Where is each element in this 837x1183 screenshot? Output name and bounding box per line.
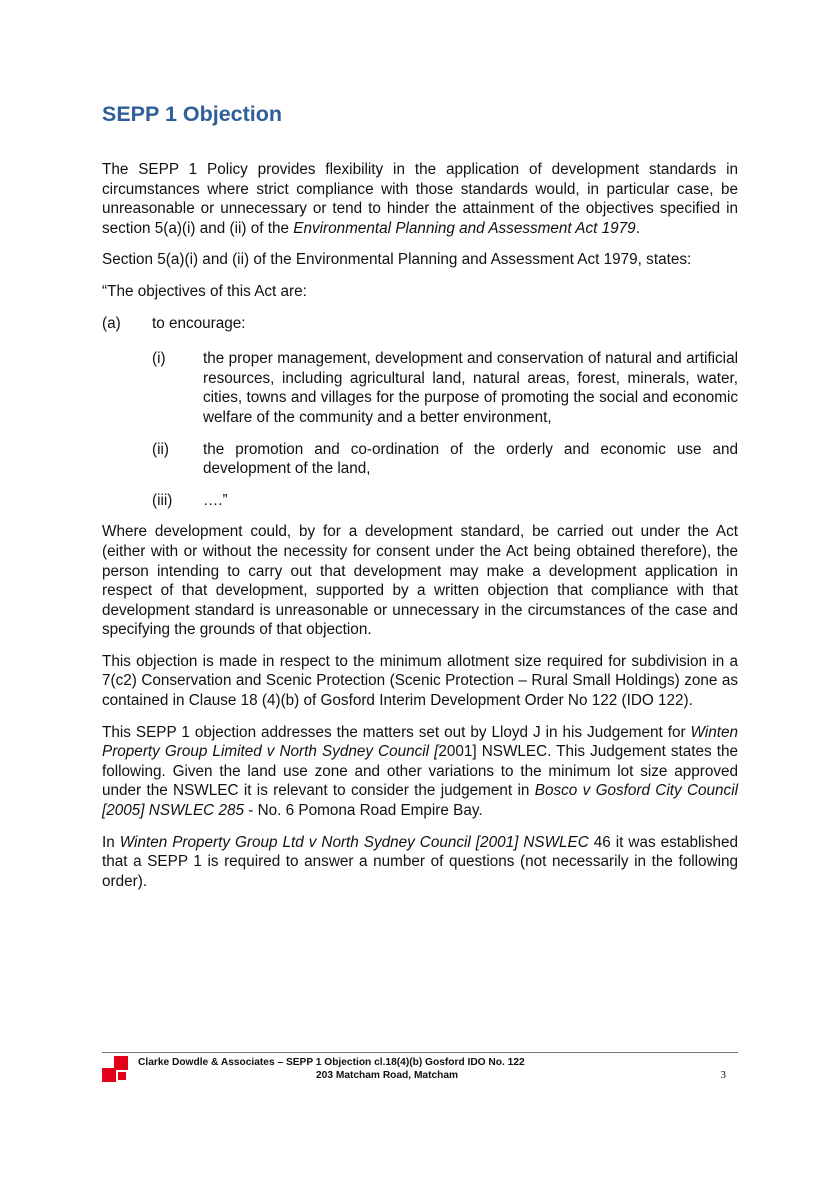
list-subitem xyxy=(152,349,738,427)
subitem-label: (ii) xyxy=(152,440,169,458)
act-title: Environmental Planning and Assessment Act 1979 xyxy=(293,219,636,237)
list-text: to encourage: xyxy=(152,314,246,332)
objectives-intro: “The objectives of this Act are: xyxy=(102,282,307,300)
subitem-label: (iii) xyxy=(152,491,173,509)
subitem-label: (i) xyxy=(152,350,166,368)
objection-paragraph: This objection is made in respect to the minimum allotment size required for subdivision in a 7(c2) Conservation and Scenic Protection (Scenic Protection – Rural Small Holdings) zone as contained in Clause 18 (4)(b) of Gosford Interim Development Order No 122 (IDO 122). xyxy=(102,652,738,710)
company-logo-icon xyxy=(102,1056,128,1082)
subitem-text: ….” xyxy=(203,491,228,509)
page-content xyxy=(102,100,738,891)
list-subitem xyxy=(152,440,738,479)
list-label: (a) xyxy=(102,314,121,332)
footer-line-1: Clarke Dowdle & Associates – SEPP 1 Objection cl.18(4)(b) Gosford IDO No. 122 xyxy=(138,1057,525,1068)
list-item-a xyxy=(102,314,738,334)
footer-text xyxy=(138,1056,698,1082)
list-subitem xyxy=(152,491,738,511)
footer-divider xyxy=(102,1052,738,1053)
winten-paragraph: In Winten Property Group Ltd v North Sydney Council [2001] NSWLEC 46 it was established that a SEPP 1 is required to answer a number of questions (not necessarily in the following order). xyxy=(102,833,738,890)
intro-paragraph: The SEPP 1 Policy provides flexibility in the application of development standards in circumstances where strict compliance with those standards would, in particular case, be unreasonable or unnecessary or tend to hinder the attainment of the objectives specified in section 5(a)(i) and (ii) of the Environmental Planning and Assessment Act 1979. xyxy=(102,161,738,237)
subitem-text: the promotion and co-ordination of the orderly and economic use and development of the land, xyxy=(203,440,738,478)
where-paragraph: Where development could, by for a development standard, be carried out under the Act (either with or without the necessity for consent under the Act being obtained therefore), the person intending to carry out that development may make a development application in respect of that development, supported by a written objection that compliance with that development standard is unreasonable or unnecessary in the circumstances of the case and specifying the grounds of that objection. xyxy=(102,523,738,639)
subitem-text: the proper management, development and conservation of natural and artificial resources, including agricultural land, natural areas, forest, minerals, water, cities, towns and villages for the purpose of promoting the social and economic welfare of the community and a better environment, xyxy=(203,350,738,426)
section-states-paragraph: Section 5(a)(i) and (ii) of the Environmental Planning and Assessment Act 1979, states: xyxy=(102,251,692,269)
addresses-paragraph: This SEPP 1 objection addresses the matters set out by Lloyd J in his Judgement for Winten Property Group Limited v North Sydney Council [2001] NSWLEC. This Judgement states the following. Given the land use zone and other variations to the minimum lot size approved under the NSWLEC it is relevant to consider the judgement in Bosco v Gosford City Council [2005] NSWLEC 285 - No. 6 Pomona Road Empire Bay. xyxy=(102,723,739,820)
footer-line-2: 203 Matcham Road, Matcham xyxy=(316,1070,459,1081)
page-number: 3 xyxy=(720,1069,726,1081)
page-title: SEPP 1 Objection xyxy=(102,102,283,126)
